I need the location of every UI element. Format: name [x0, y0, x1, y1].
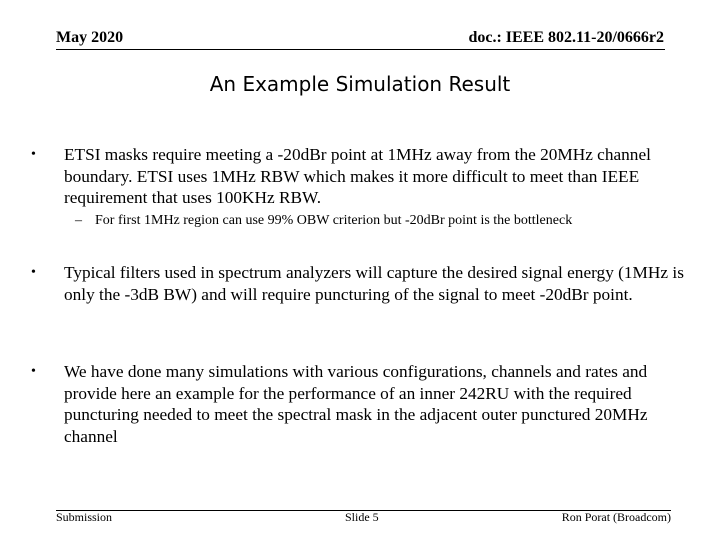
header-date: May 2020 [56, 29, 124, 46]
bullet-marker: • [31, 364, 36, 379]
bullet-marker: • [31, 265, 36, 280]
sub-bullet-text: For first 1MHz region can use 99% OBW criterion but -20dBr point is the bottleneck [95, 213, 573, 228]
bullet-text: ETSI masks require meeting a -20dBr point at 1MHz away from the 20MHz channel boundary. ETSI uses 1MHz RBW which makes it more difficult to meet than IEEE requirement that uses 100KHz RBW. [64, 145, 651, 207]
header-divider [56, 49, 665, 50]
header-doc-id: doc.: IEEE 802.11-20/0666r2 [468, 29, 664, 46]
bullet-text: We have done many simulations with various configurations, channels and rates and provide here an example for the performance of an inner 242RU with the required puncturing needed to meet the spectral mask in the adjacent outer punctured 20MHz channel [64, 362, 648, 446]
footer-slide-number: Slide 5 [345, 510, 379, 524]
footer-author: Ron Porat (Broadcom) [561, 510, 671, 524]
bullet-marker: • [31, 147, 36, 162]
footer-submission: Submission [56, 510, 113, 524]
slide-title: An Example Simulation Result [209, 72, 511, 96]
sub-bullet-marker: – [75, 213, 82, 228]
bullet-text: Typical filters used in spectrum analyzers will capture the desired signal energy (1MHz is only the -3dB BW) and will require puncturing of the signal to meet -20dBr point. [64, 263, 684, 304]
